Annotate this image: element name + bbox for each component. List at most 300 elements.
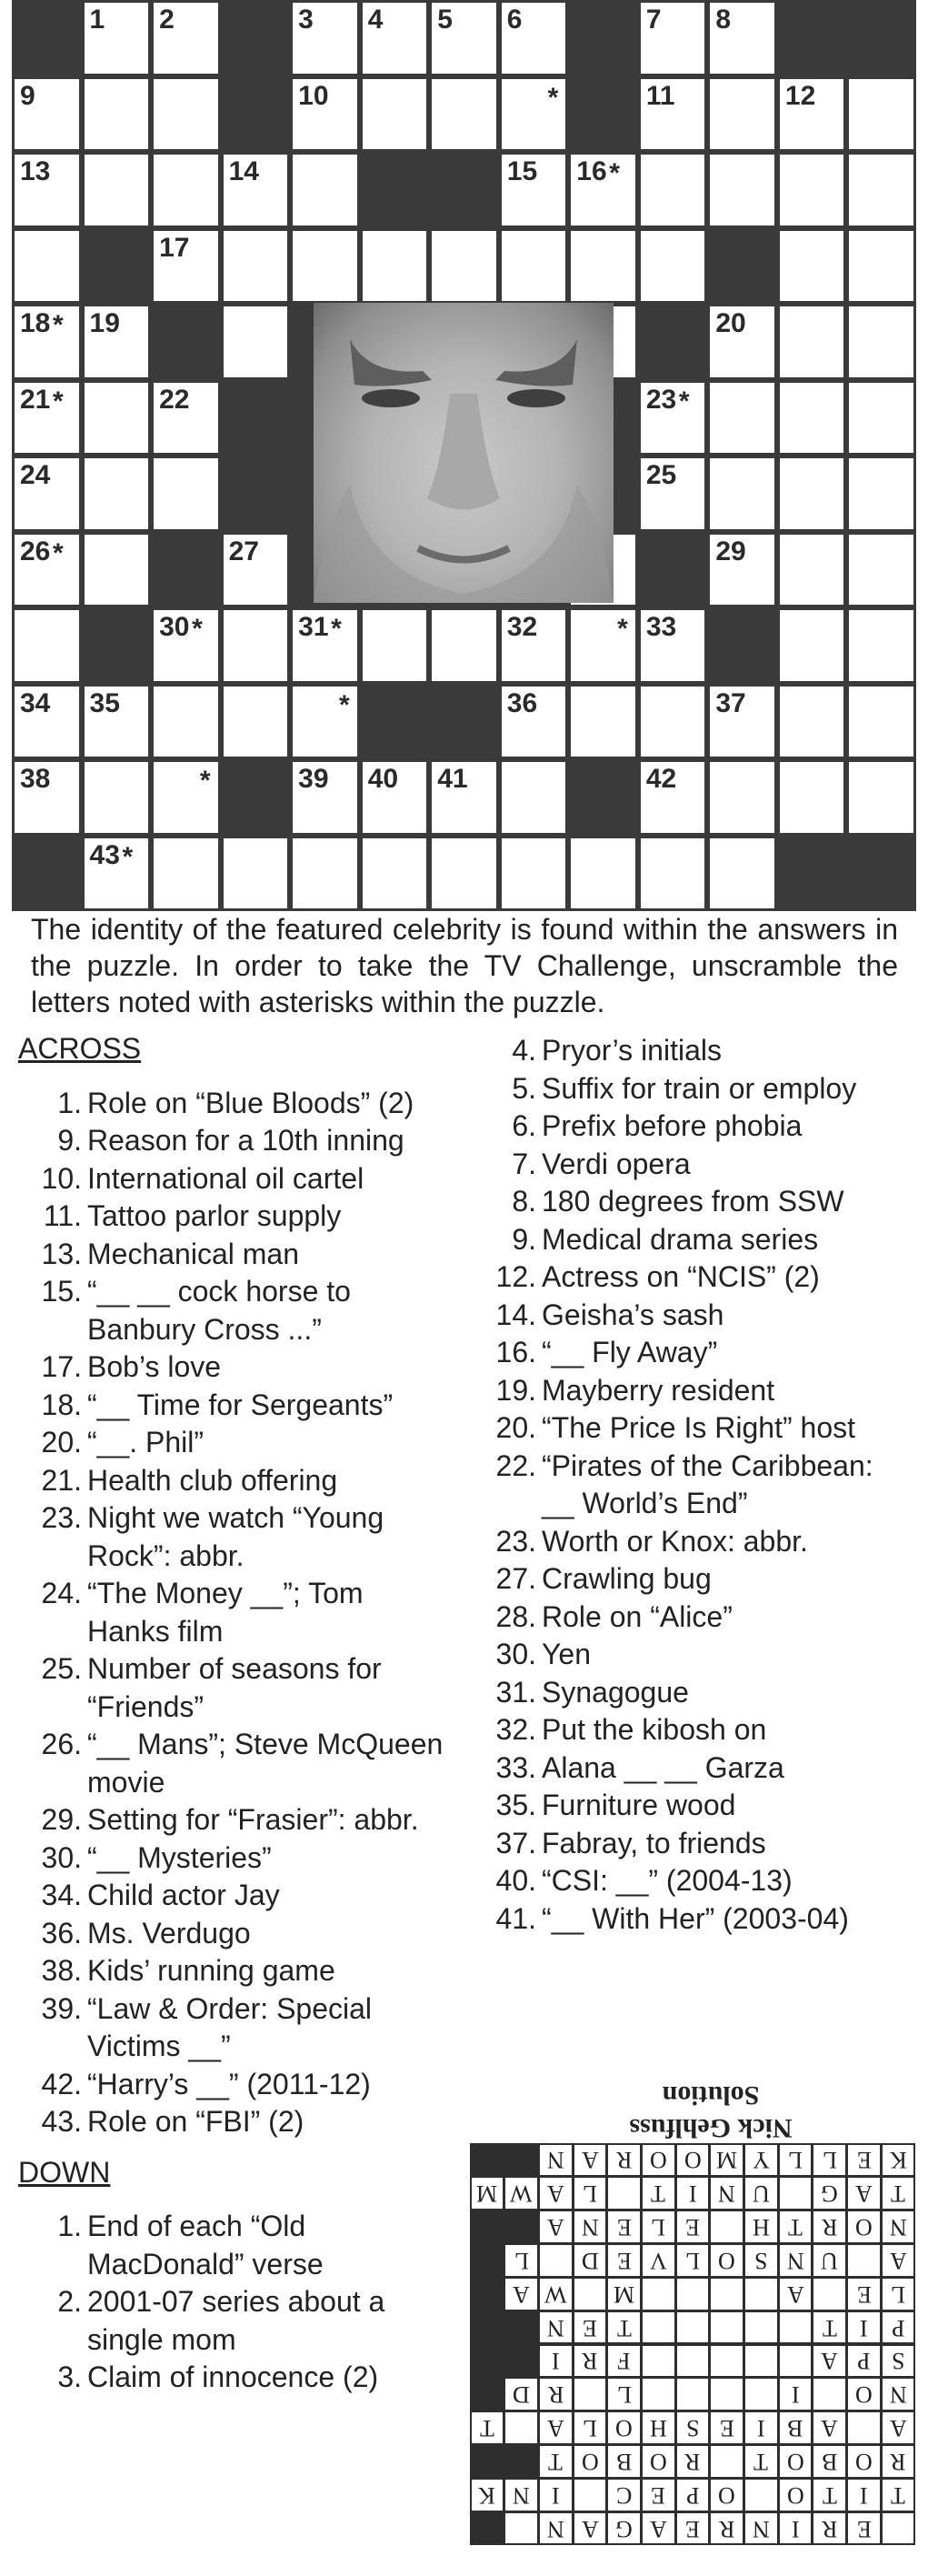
clue-number: 32 xyxy=(506,612,538,642)
solution-cell xyxy=(745,2245,777,2276)
clue-item xyxy=(473,1523,918,1561)
solution-cell xyxy=(540,2379,572,2410)
grid-cell[interactable] xyxy=(641,3,705,74)
clue-item-text: “__ Fly Away” xyxy=(542,1336,718,1368)
grid-cell[interactable] xyxy=(154,383,218,454)
grid-cell[interactable] xyxy=(780,610,844,681)
grid-cell[interactable] xyxy=(15,231,79,302)
clue-item-text: Tattoo parlor supply xyxy=(87,1199,342,1232)
clue-item-text: Kids’ running game xyxy=(87,1954,335,1987)
grid-cell[interactable] xyxy=(849,535,913,606)
clue-number: 1 xyxy=(89,5,105,35)
solution-cell xyxy=(745,2480,777,2511)
grid-cell[interactable] xyxy=(641,762,705,833)
grid-cell[interactable] xyxy=(293,762,357,833)
clue-item xyxy=(18,1273,454,1348)
solution-grid xyxy=(470,2143,915,2545)
clue-item-text: Alana __ __ Garza xyxy=(542,1750,784,1784)
grid-cell[interactable] xyxy=(224,306,288,377)
solution-cell xyxy=(643,2513,674,2544)
solution-letter: I xyxy=(551,2348,560,2375)
solution-letter: L xyxy=(514,2247,529,2274)
clue-item xyxy=(473,1674,918,1712)
solution-cell xyxy=(848,2513,880,2544)
grid-cell[interactable] xyxy=(849,306,913,377)
clue-item-text: Reason for a 10th inning xyxy=(87,1124,404,1157)
grid-cell[interactable] xyxy=(780,762,844,833)
solution-cell xyxy=(745,2312,777,2343)
solution-cell xyxy=(883,2312,914,2343)
grid-cell[interactable] xyxy=(780,231,844,302)
solution-cell xyxy=(883,2412,914,2443)
solution-cell xyxy=(711,2145,743,2176)
solution-cell xyxy=(813,2412,845,2443)
grid-cell[interactable] xyxy=(780,383,844,454)
grid-cell[interactable] xyxy=(710,383,774,454)
solution-letter: L xyxy=(616,2381,632,2409)
grid-cell[interactable] xyxy=(849,458,913,529)
asterisk-marker: * xyxy=(192,614,203,644)
solution-letter: A xyxy=(855,2180,873,2208)
solution-letter: O xyxy=(786,2448,804,2475)
solution-cell xyxy=(848,2211,880,2242)
clue-item-text: Role on “Blue Bloods” (2) xyxy=(87,1086,414,1119)
solution-letter: U xyxy=(821,2247,839,2274)
solution-letter: T xyxy=(651,2180,666,2208)
clue-item-number: 26. xyxy=(41,1728,82,1760)
solution-cell xyxy=(540,2480,572,2511)
solution-cell xyxy=(608,2346,640,2377)
clue-number: 14 xyxy=(228,156,259,186)
solution-cell xyxy=(643,2312,674,2343)
solution-cell xyxy=(883,2346,914,2377)
grid-cell[interactable] xyxy=(710,306,774,377)
solution-cell xyxy=(745,2346,777,2377)
solution-letter: T xyxy=(753,2448,769,2475)
grid-cell[interactable] xyxy=(849,231,913,302)
grid-cell[interactable] xyxy=(849,79,913,150)
asterisk-marker: * xyxy=(338,689,350,720)
solution-letter: S xyxy=(891,2348,905,2375)
solution-letter: A xyxy=(513,2280,530,2308)
clue-item-number: 16. xyxy=(495,1336,536,1368)
solution-letter: W xyxy=(544,2280,567,2308)
grid-cell[interactable] xyxy=(502,231,566,302)
clue-item xyxy=(18,1650,454,1726)
clue-number: 10 xyxy=(298,80,329,111)
clue-item-text: “Pirates of the Caribbean: __ World’s End” xyxy=(542,1448,873,1519)
solution-cell xyxy=(505,2178,537,2209)
solution-letter: T xyxy=(822,2314,837,2341)
solution-cell xyxy=(745,2145,777,2176)
solution-cell xyxy=(848,2446,880,2477)
solution-cell xyxy=(677,2145,709,2176)
grid-cell[interactable] xyxy=(502,155,566,226)
grid-cell[interactable] xyxy=(224,535,288,606)
solution-cell xyxy=(643,2379,674,2410)
grid-cell[interactable] xyxy=(710,762,774,833)
grid-cell[interactable] xyxy=(641,231,705,302)
grid-cell[interactable] xyxy=(15,306,79,377)
grid-cell[interactable] xyxy=(502,79,566,150)
solution-cell xyxy=(505,2279,537,2310)
solution-cell xyxy=(848,2412,880,2443)
clue-number: 41 xyxy=(437,764,468,794)
grid-cell[interactable] xyxy=(85,155,149,226)
clue-item-number: 28. xyxy=(495,1599,536,1633)
clue-number: 4 xyxy=(367,5,384,35)
solution-cell xyxy=(883,2279,914,2310)
solution-cell xyxy=(540,2178,572,2209)
grid-cell[interactable] xyxy=(502,687,566,757)
clue-item-number: 11. xyxy=(43,1199,82,1232)
clue-item-number: 36. xyxy=(41,1916,82,1950)
grid-cell[interactable] xyxy=(363,79,427,150)
clue-item-text: Crawling bug xyxy=(542,1562,712,1595)
face-image-icon xyxy=(314,303,614,603)
solution-cell xyxy=(677,2279,709,2310)
grid-cell[interactable] xyxy=(15,155,79,226)
grid-cell[interactable] xyxy=(780,79,844,150)
solution-cell xyxy=(677,2346,709,2377)
solution-cell xyxy=(608,2480,640,2511)
asterisk-marker: * xyxy=(617,614,628,644)
solution-letter: N xyxy=(546,2314,564,2341)
clue-number: 38 xyxy=(20,764,51,794)
clue-item-text: “__. Phil” xyxy=(87,1426,205,1458)
grid-cell[interactable] xyxy=(780,458,844,529)
grid-cell[interactable] xyxy=(85,306,149,377)
solution-cell xyxy=(883,2379,914,2410)
grid-cell[interactable] xyxy=(710,3,774,74)
grid-cell[interactable] xyxy=(571,687,635,757)
grid-cell[interactable] xyxy=(154,687,218,757)
solution-cell xyxy=(780,2145,812,2176)
grid-cell[interactable] xyxy=(710,458,774,529)
grid-cell[interactable] xyxy=(224,610,288,681)
grid-cell[interactable] xyxy=(849,383,913,454)
solution-letter: E xyxy=(719,2415,734,2442)
solution-cell xyxy=(608,2211,640,2242)
clue-item-text: 2001-07 series about a single mom xyxy=(87,2285,385,2356)
solution-cell xyxy=(780,2379,812,2410)
solution-letter: T xyxy=(548,2448,564,2475)
clue-item xyxy=(473,1862,918,1900)
clue-item-text: Mayberry resident xyxy=(542,1373,775,1407)
solution-letter: U xyxy=(752,2180,770,2208)
grid-cell[interactable] xyxy=(293,79,357,150)
grid-cell[interactable] xyxy=(15,535,79,606)
grid-cell[interactable] xyxy=(224,155,288,226)
solution-letter: O xyxy=(855,2214,873,2241)
grid-cell[interactable] xyxy=(849,762,913,833)
solution-letter: I xyxy=(688,2180,697,2208)
asterisk-marker: * xyxy=(199,766,211,796)
grid-cell[interactable] xyxy=(15,383,79,454)
grid-cell[interactable] xyxy=(363,3,427,74)
solution-letter: F xyxy=(617,2348,631,2375)
solution-cell xyxy=(608,2513,640,2544)
solution-cell xyxy=(745,2513,777,2544)
clue-item-text: Role on “FBI” (2) xyxy=(87,2105,304,2138)
clue-item-text: “__ __ cock horse to Banbury Cross ...” xyxy=(87,1275,351,1346)
solution-cell xyxy=(677,2211,709,2242)
solution-letter: E xyxy=(856,2515,872,2542)
grid-cell[interactable] xyxy=(154,231,218,302)
solution-cell xyxy=(608,2446,640,2477)
grid-cell[interactable] xyxy=(363,762,427,833)
grid-cell[interactable] xyxy=(154,762,218,833)
clue-item-number: 41. xyxy=(495,1901,536,1935)
clue-item-number: 23. xyxy=(495,1524,536,1558)
grid-cell[interactable] xyxy=(154,3,218,74)
grid-cell[interactable] xyxy=(571,231,635,302)
solution-cell xyxy=(472,2480,504,2511)
grid-cell[interactable] xyxy=(224,231,288,302)
solution-letter: D xyxy=(581,2247,599,2274)
clue-item xyxy=(18,1990,454,2066)
grid-cell[interactable] xyxy=(15,458,79,529)
grid-cell[interactable] xyxy=(154,155,218,226)
grid-cell[interactable] xyxy=(432,610,496,681)
solution-cell xyxy=(883,2145,914,2176)
solution-letter: V xyxy=(649,2247,667,2274)
grid-cell[interactable] xyxy=(710,687,774,757)
grid-cell[interactable] xyxy=(363,231,427,302)
grid-cell[interactable] xyxy=(293,231,357,302)
grid-cell[interactable] xyxy=(571,155,635,226)
solution-cell xyxy=(883,2178,914,2209)
solution-cell xyxy=(883,2480,914,2511)
grid-cell[interactable] xyxy=(85,458,149,529)
grid-cell[interactable] xyxy=(849,610,913,681)
solution-letter: B xyxy=(787,2415,803,2442)
grid-cell[interactable] xyxy=(15,687,79,757)
solution-cell xyxy=(780,2480,812,2511)
clue-item xyxy=(18,1085,454,1123)
solution-cell xyxy=(677,2379,709,2410)
clue-item-number: 34. xyxy=(41,1879,82,1911)
grid-cell[interactable] xyxy=(363,610,427,681)
solution-letter: T xyxy=(891,2481,906,2509)
grid-cell[interactable] xyxy=(641,838,705,909)
clue-item-number: 30. xyxy=(41,1840,82,1874)
grid-cell[interactable] xyxy=(710,79,774,150)
clue-item-text: Geisha’s sash xyxy=(542,1298,724,1331)
solution-cell xyxy=(813,2346,845,2377)
grid-cell[interactable] xyxy=(293,687,357,757)
celebrity-photo xyxy=(314,303,614,603)
solution-letter: R xyxy=(719,2515,735,2542)
grid-cell[interactable] xyxy=(641,458,705,529)
solution-letter: A xyxy=(581,2515,599,2542)
solution-letter: B xyxy=(615,2448,633,2475)
clue-item-number: 7. xyxy=(512,1147,536,1180)
grid-cell[interactable] xyxy=(641,155,705,226)
clue-item-text: “The Money __”; Tom Hanks film xyxy=(87,1577,364,1648)
grid-cell[interactable] xyxy=(85,838,149,909)
solution-letter: O xyxy=(615,2415,633,2442)
solution-cell xyxy=(883,2211,914,2242)
grid-cell[interactable] xyxy=(502,762,566,833)
clue-item xyxy=(18,1801,454,1839)
solution-cell xyxy=(608,2178,640,2209)
solution-cell xyxy=(711,2446,743,2477)
grid-cell[interactable] xyxy=(432,762,496,833)
solution-cell xyxy=(540,2412,572,2443)
solution-cell xyxy=(574,2513,606,2544)
grid-cell[interactable] xyxy=(780,155,844,226)
clue-item-text: Furniture wood xyxy=(542,1789,736,1821)
grid-cell[interactable] xyxy=(849,155,913,226)
asterisk-marker: * xyxy=(122,841,134,872)
clue-item-number: 20. xyxy=(41,1426,82,1458)
clue-item xyxy=(473,1108,918,1146)
solution-cell xyxy=(574,2312,606,2343)
clue-item xyxy=(18,1726,454,1801)
grid-cell[interactable] xyxy=(154,79,218,150)
solution-cell xyxy=(608,2312,640,2343)
clue-number: 17 xyxy=(159,232,190,263)
clue-item-text: 180 degrees from SSW xyxy=(542,1185,844,1218)
solution-letter: E xyxy=(856,2280,872,2308)
grid-cell[interactable] xyxy=(293,3,357,74)
solution-letter: R xyxy=(890,2448,906,2475)
grid-cell[interactable] xyxy=(15,610,79,681)
down-clue-list xyxy=(18,2208,454,2397)
grid-cell[interactable] xyxy=(85,687,149,757)
clue-item-text: “The Price Is Right” host xyxy=(542,1411,855,1444)
grid-cell[interactable] xyxy=(85,383,149,454)
solution-cell xyxy=(574,2446,606,2477)
solution-letter: N xyxy=(752,2515,770,2542)
grid-cell[interactable] xyxy=(641,383,705,454)
grid-cell[interactable] xyxy=(710,838,774,909)
solution-cell xyxy=(848,2279,880,2310)
solution-letter: I xyxy=(860,2481,868,2509)
grid-cell[interactable] xyxy=(849,687,913,757)
clue-number: 23 xyxy=(645,384,677,415)
solution-letter: S xyxy=(754,2247,768,2274)
solution-cell xyxy=(848,2346,880,2377)
clue-item-text: Verdi opera xyxy=(542,1147,691,1180)
grid-cell[interactable] xyxy=(432,3,496,74)
clue-item xyxy=(18,2208,454,2283)
grid-cell[interactable] xyxy=(154,838,218,909)
solution-letter: B xyxy=(822,2448,838,2475)
solution-cell xyxy=(813,2446,845,2477)
solution-cell xyxy=(608,2279,640,2310)
grid-cell[interactable] xyxy=(502,3,566,74)
grid-cell[interactable] xyxy=(641,79,705,150)
grid-cell[interactable] xyxy=(571,838,635,909)
solution-cell xyxy=(780,2279,812,2310)
grid-cell[interactable] xyxy=(710,535,774,606)
clue-item-number: 9. xyxy=(512,1222,536,1256)
solution-cell xyxy=(677,2513,709,2544)
solution-cell xyxy=(608,2379,640,2410)
grid-cell[interactable] xyxy=(15,762,79,833)
clue-item-text: Number of seasons for “Friends” xyxy=(87,1652,382,1723)
across-clue-list xyxy=(18,1085,454,2141)
clue-item-text: Setting for “Frasier”: abbr. xyxy=(87,1803,419,1836)
solution-letter: P xyxy=(857,2348,871,2375)
clue-item xyxy=(473,1636,918,1674)
clue-item-text: Suffix for train or employ xyxy=(542,1071,857,1105)
grid-cell[interactable] xyxy=(432,79,496,150)
grid-cell[interactable] xyxy=(154,610,218,681)
clue-number: 9 xyxy=(20,80,35,111)
solution-cell xyxy=(780,2412,812,2443)
clue-item xyxy=(18,1424,454,1462)
grid-cell[interactable] xyxy=(432,838,496,909)
clue-number: 27 xyxy=(228,536,259,566)
grid-cell[interactable] xyxy=(85,762,149,833)
clue-item-text: Yen xyxy=(542,1638,591,1670)
grid-cell[interactable] xyxy=(780,687,844,757)
grid-cell[interactable] xyxy=(224,838,288,909)
solution-letter: E xyxy=(651,2481,666,2509)
clue-item xyxy=(18,1575,454,1650)
clue-item xyxy=(18,1236,454,1274)
solution-letter: L xyxy=(582,2415,597,2442)
solution-letter: N xyxy=(889,2214,907,2241)
clues-column-right xyxy=(473,1032,918,1938)
clue-item xyxy=(473,1900,918,1939)
grid-cell[interactable] xyxy=(780,535,844,606)
grid-cell[interactable] xyxy=(85,3,149,74)
solution-letter: A xyxy=(649,2515,667,2542)
grid-cell[interactable] xyxy=(363,838,427,909)
grid-cell[interactable] xyxy=(85,535,149,606)
clue-number: 42 xyxy=(645,764,677,794)
grid-cell[interactable] xyxy=(502,610,566,681)
solution-letter: O xyxy=(649,2448,667,2475)
solution-letter: T xyxy=(822,2481,837,2509)
solution-cell xyxy=(540,2245,572,2276)
clue-item-text: End of each “Old MacDonald” verse xyxy=(87,2210,324,2280)
grid-cell[interactable] xyxy=(293,155,357,226)
grid-cell[interactable] xyxy=(224,687,288,757)
solution-cell xyxy=(677,2245,709,2276)
asterisk-marker: * xyxy=(53,310,64,340)
solution-cell xyxy=(643,2480,674,2511)
grid-cell[interactable] xyxy=(154,458,218,529)
grid-cell[interactable] xyxy=(432,231,496,302)
grid-cell[interactable] xyxy=(710,155,774,226)
solution-letter: L xyxy=(788,2147,803,2174)
grid-cell[interactable] xyxy=(15,79,79,150)
solution-letter: K xyxy=(478,2481,496,2509)
clue-item-number: 4. xyxy=(512,1034,536,1067)
clues-column-left xyxy=(18,1030,454,2397)
solution-cell xyxy=(643,2346,674,2377)
grid-cell[interactable] xyxy=(780,306,844,377)
grid-cell[interactable] xyxy=(293,838,357,909)
grid-cell[interactable] xyxy=(85,79,149,150)
clue-number: 7 xyxy=(645,5,662,35)
grid-cell[interactable] xyxy=(641,610,705,681)
solution-letter: E xyxy=(685,2214,700,2241)
clue-item xyxy=(473,1183,918,1221)
grid-cell[interactable] xyxy=(641,687,705,757)
grid-cell[interactable] xyxy=(502,838,566,909)
grid-cell[interactable] xyxy=(293,610,357,681)
grid-cell[interactable] xyxy=(571,610,635,681)
clue-item xyxy=(473,1258,918,1297)
solution-letter: A xyxy=(821,2415,839,2442)
clue-number: 15 xyxy=(506,156,538,186)
